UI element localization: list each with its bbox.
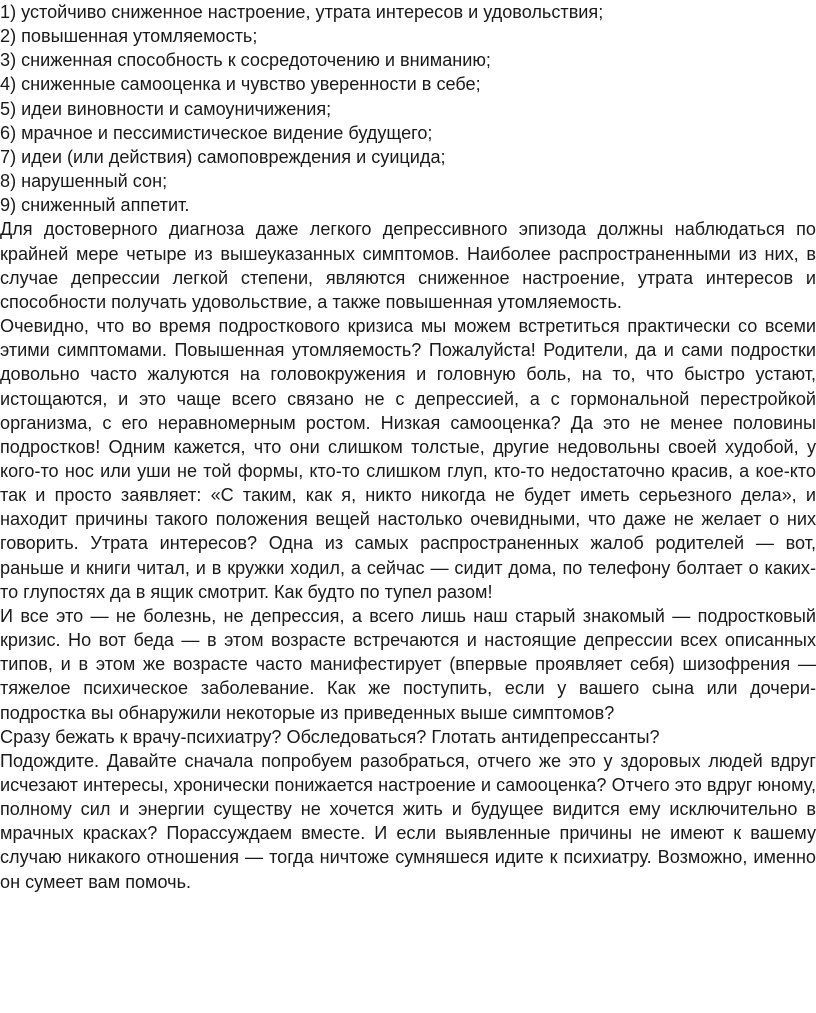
symptom-item-9: 9) сниженный аппетит. (0, 195, 190, 216)
symptom-item-6: 6) мрачное и пессимистическое видение будущего; (0, 122, 433, 143)
paragraph-wait: Подождите. Давайте сначала попробуем разобраться, отчего же это у здоровых людей вдруг исчезают интересы, хронически понижается настроение и самооценка? Отчего это вдруг юному, полному сил и энергии существу не хочется жить и будущее видится ему исключительно в мрачных красках? Порассуждаем вместе. И если выявленные причины не имеют к вашему случаю никакого отношения — тогда ничтоже сумняшеся идите к психиатру. Возможно, именно он сумеет вам помочь. (0, 750, 816, 892)
paragraph-not-illness: И все это — не болезнь, не депрессия, а всего лишь наш старый знакомый — подростковый кризис. Но вот беда — в этом возрасте встречаются и настоящие депрессии всех описанных типов, и в этом же возрасте часто манифестирует (впервые проявляет себя) шизофрения — тяжелое психическое заболевание. Как же поступить, если у вашего сына или дочери-подростка вы обнаружили некоторые из приведенных выше симптомов? (0, 605, 816, 723)
symptom-item-5: 5) идеи виновности и самоуничижения; (0, 98, 332, 119)
paragraph-adolescent-crisis: Очевидно, что во время подросткового кризиса мы можем встретиться практически со всеми этими симптомами. Повышенная утомляемость? Пожалуйста! Родители, да и сами подростки довольно часто жалуются на головокружения и головную боль, на то, что быстро устают, истощаются, и это чаще всего связано не с депрессией, а с гормональной перестройкой организма, с его неравномерным ростом. Низкая самооценка? Да это не менее половины подростков! Одним кажется, что они слишком толстые, другие недовольны своей худобой, у кого-то нос или уши не той формы, кто-то слишком глуп, кто-то недостаточно красив, а кое-кто так и просто заявляет: «С таким, как я, никто никогда не будет иметь серьезного дела», и находит причины такого положения вещей настолько очевидными, что даже не желает о них говорить. Утрата интересов? Одна из самых распространенных жалоб родителей — вот, раньше и книги читал, и в кружки ходил, а сейчас — сидит дома, по телефону болтает о каких-то глупостях да в ящик смотрит. Как будто по тупел разом! (0, 316, 816, 602)
symptom-item-1: 1) устойчиво сниженное настроение, утрата интересов и удовольствия; (0, 2, 604, 22)
paragraph-diagnosis: Для достоверного диагноза даже легкого депрессивного эпизода должны наблюдаться по крайней мере четыре из вышеуказанных симптомов. Наиболее распространенными из них, в случае депрессии легкой степени, являются сниженное настроение, утрата интересов и способности получать удовольствие, а также повышенная утомляемость. (0, 219, 816, 312)
symptom-item-7: 7) идеи (или действия) самоповреждения и суицида; (0, 146, 446, 167)
symptom-item-3: 3) сниженная способность к сосредоточению и вниманию; (0, 50, 491, 71)
symptom-item-2: 2) повышенная утомляемость; (0, 26, 258, 47)
symptom-list (0, 0, 816, 217)
paragraph-questions: Сразу бежать к врачу-психиатру? Обследоваться? Глотать антидепрессанты? (0, 726, 660, 747)
symptom-item-8: 8) нарушенный сон; (0, 171, 168, 192)
symptom-item-4: 4) сниженные самооценка и чувство уверенности в себе; (0, 74, 481, 95)
